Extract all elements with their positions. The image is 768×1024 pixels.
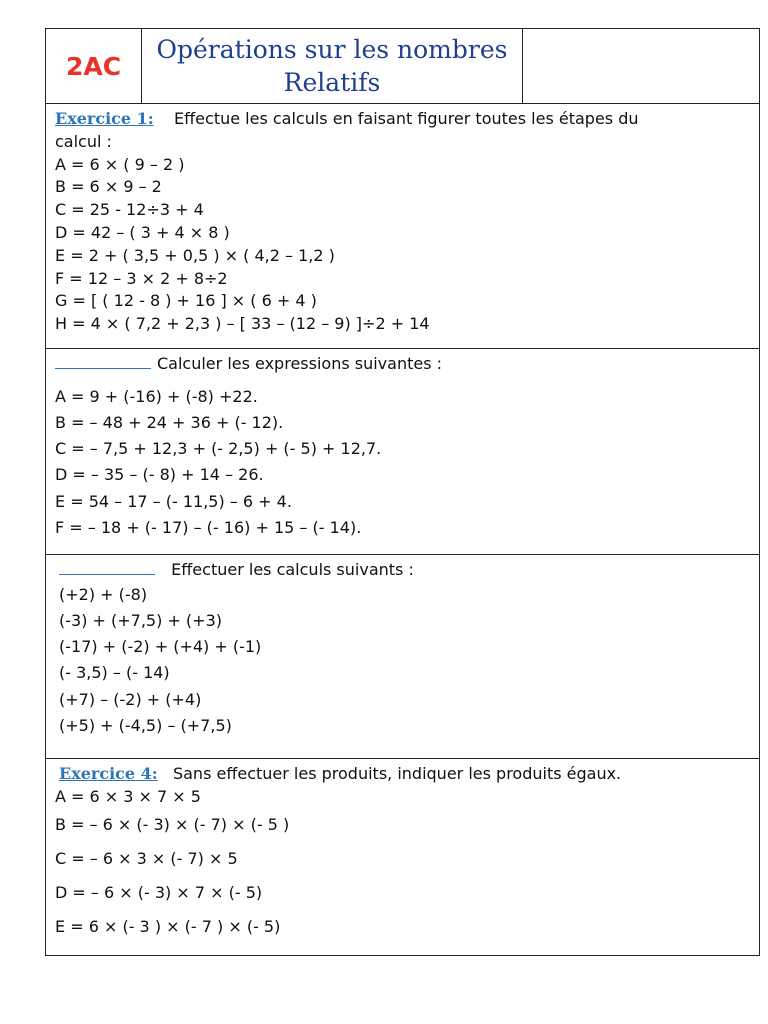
sum-1: (+2) + (-8) [59,584,148,604]
worksheet-header [46,29,759,104]
exercise-1-label: Exercice 1: [55,109,154,128]
expression-G: G = [ ( 12 - 8 ) + 16 ] × ( 6 + 4 ) [55,291,317,311]
expression-D: D = 42 – ( 3 + 4 × 8 ) [55,222,230,242]
level-cell [46,29,142,103]
exercise-1-instruction-cont: calcul : [55,131,112,151]
exercise-4-instruction: Sans effectuer les produits, indiquer les produits égaux. [172,764,622,783]
expression-H: H = 4 × ( 7,2 + 2,3 ) – [ 33 – (12 – 9) ]÷2 + 14 [55,314,430,334]
expression-C: C = 25 - 12÷3 + 4 [55,200,204,220]
worksheet [45,28,760,956]
exercise-4 [46,759,759,955]
exercise-3-instruction: Effectuer les calculs suivants : [171,560,414,579]
expression-B: B = – 48 + 24 + 36 + (- 12). [55,412,284,432]
expression-A: A = 6 × ( 9 – 2 ) [55,154,185,174]
product-C: C = – 6 × 3 × (- 7) × 5 [55,849,238,868]
expression-D: D = – 35 – (- 8) + 14 – 26. [55,465,264,485]
expression-E: E = 54 – 17 – (- 11,5) – 6 + 4. [55,491,292,511]
sum-4: (- 3,5) – (- 14) [59,663,170,683]
sum-2: (-3) + (+7,5) + (+3) [59,610,222,630]
sum-3: (-17) + (-2) + (+4) + (-1) [59,637,262,657]
expression-E: E = 2 + ( 3,5 + 0,5 ) × ( 4,2 – 1,2 ) [55,245,335,265]
sum-5: (+7) – (-2) + (+4) [59,689,202,709]
product-E: E = 6 × (- 3 ) × (- 7 ) × (- 5) [55,917,281,936]
exercise-3-label-blank [59,574,155,575]
product-D: D = – 6 × (- 3) × 7 × (- 5) [55,883,263,902]
exercise-2-instruction: Calculer les expressions suivantes : [157,354,443,373]
expression-A: A = 9 + (-16) + (-8) +22. [55,386,258,406]
sum-6: (+5) + (-4,5) – (+7,5) [59,715,232,735]
exercise-1 [46,104,759,349]
product-A: A = 6 × 3 × 7 × 5 [55,786,201,806]
exercise-3 [46,555,759,759]
expression-B: B = 6 × 9 – 2 [55,177,162,197]
exercise-4-label: Exercice 4: [59,764,158,783]
empty-header-cell [523,29,759,103]
title-cell [142,29,523,103]
product-B: B = – 6 × (- 3) × (- 7) × (- 5 ) [55,815,290,834]
title-line-2: Relatifs [283,68,381,97]
title-line-1: Opérations sur les nombres [156,35,508,64]
exercise-1-instruction: Effectue les calculs en faisant figurer toutes les étapes du [174,109,639,128]
expression-F: F = – 18 + (- 17) – (- 16) + 15 – (- 14). [55,517,362,537]
expression-F: F = 12 – 3 × 2 + 8÷2 [55,268,228,288]
expression-C: C = – 7,5 + 12,3 + (- 2,5) + (- 5) + 12,7. [55,439,382,459]
level-badge: 2AC [65,51,122,81]
exercise-2-label-blank [55,368,151,369]
exercise-2 [46,349,759,555]
